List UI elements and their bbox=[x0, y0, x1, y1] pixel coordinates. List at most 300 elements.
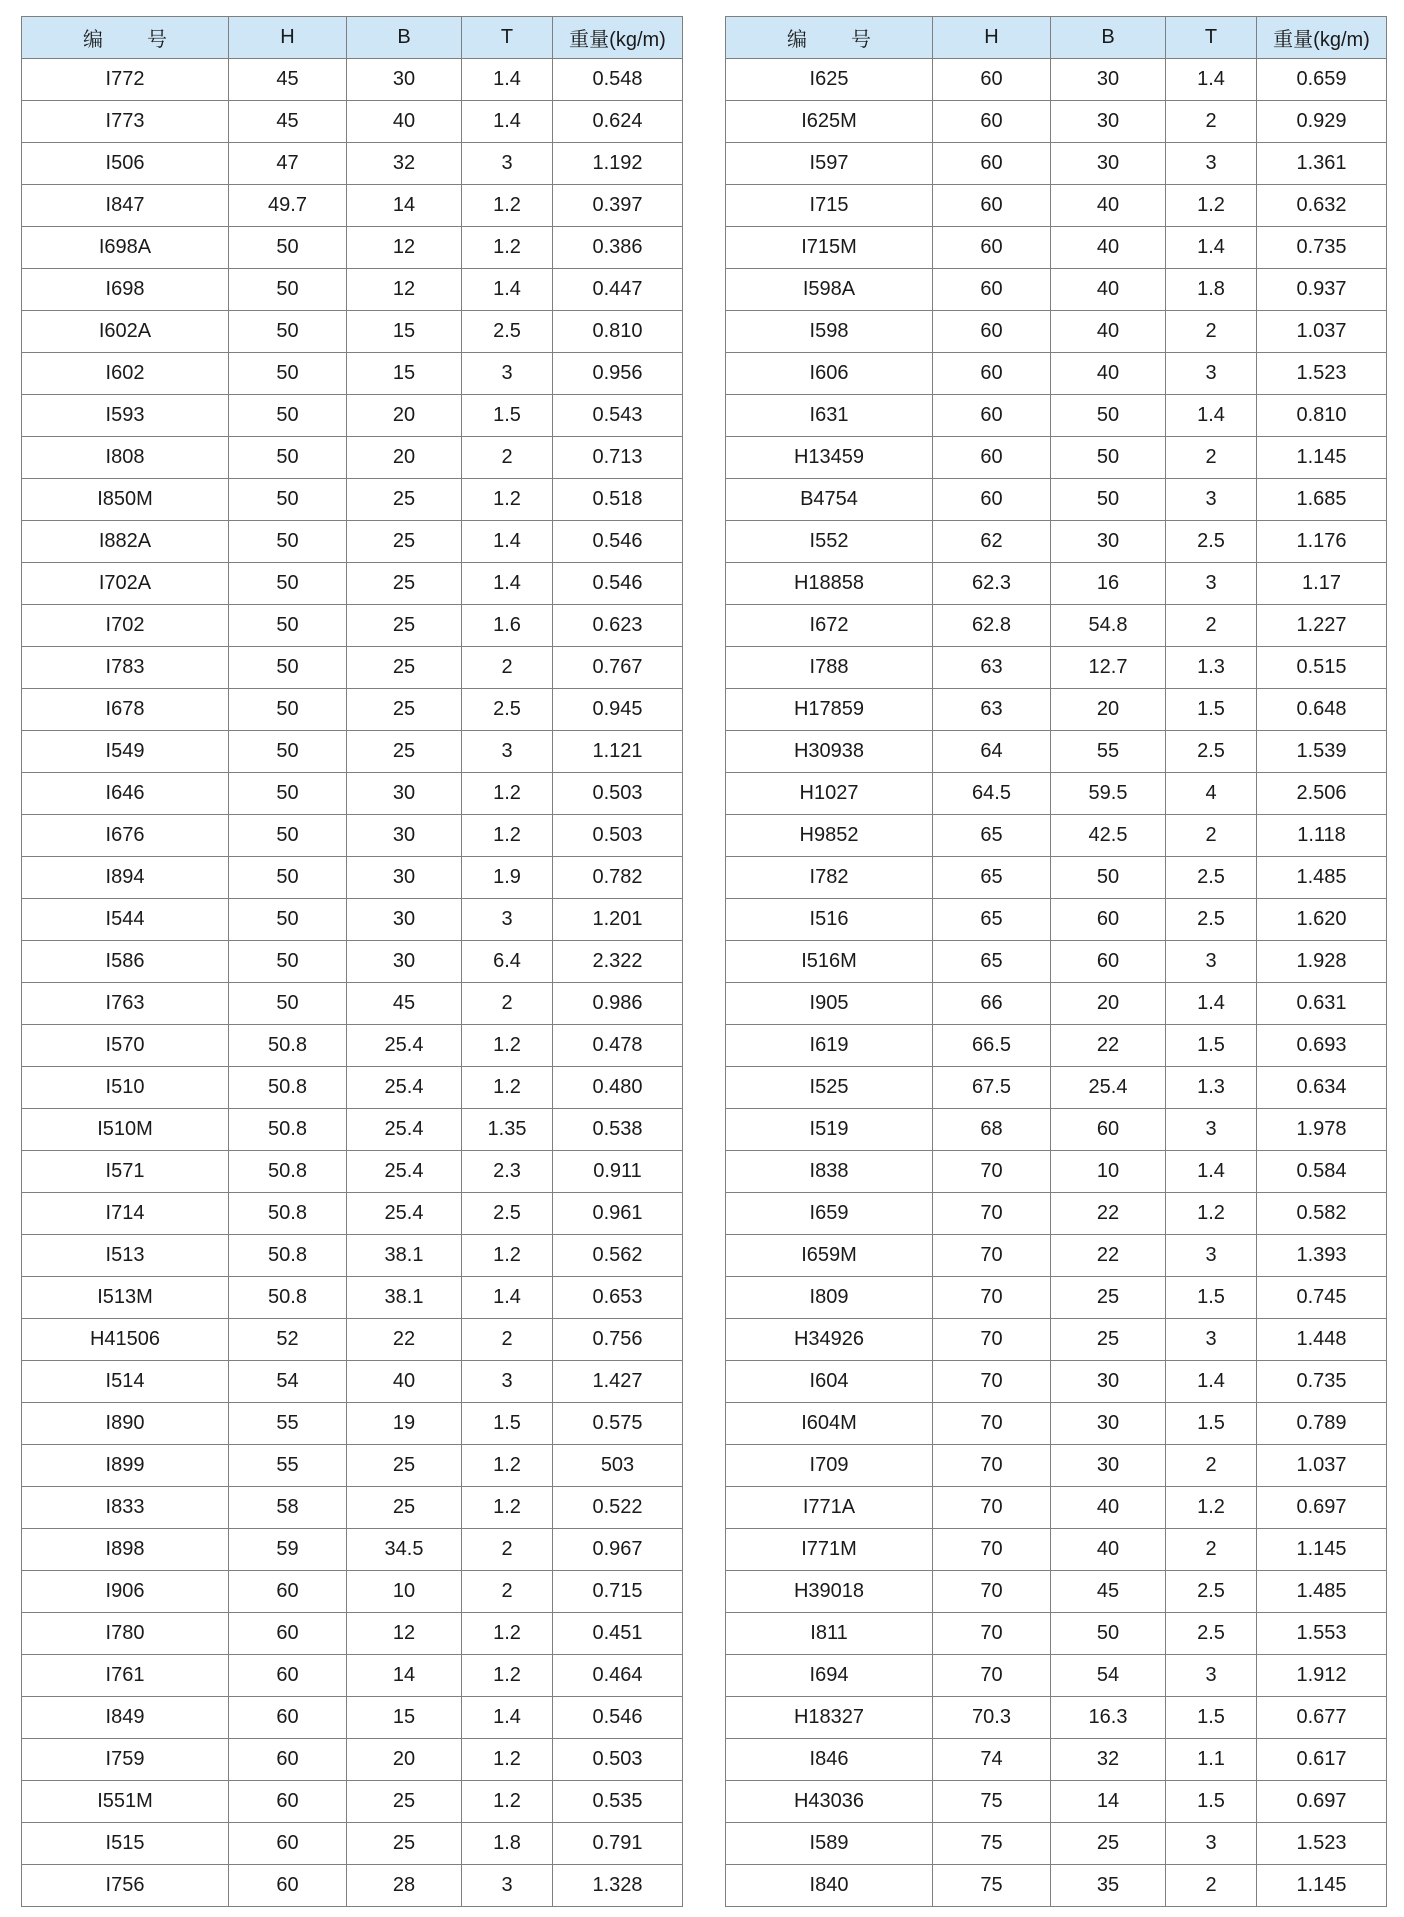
header-row bbox=[22, 17, 683, 59]
table-row bbox=[726, 1445, 1387, 1487]
cell-weight: 0.584 bbox=[1257, 1151, 1387, 1193]
cell-h: 50 bbox=[229, 899, 347, 941]
cell-code: I604 bbox=[726, 1361, 933, 1403]
cell-t: 1.8 bbox=[1166, 269, 1257, 311]
cell-weight: 1.328 bbox=[553, 1865, 683, 1907]
table-body bbox=[22, 59, 683, 1907]
table-body bbox=[726, 59, 1387, 1907]
cell-weight: 0.937 bbox=[1257, 269, 1387, 311]
cell-b: 22 bbox=[347, 1319, 462, 1361]
cell-weight: 1.485 bbox=[1257, 857, 1387, 899]
cell-h: 60 bbox=[933, 59, 1051, 101]
cell-code: I898 bbox=[22, 1529, 229, 1571]
cell-t: 2.5 bbox=[1166, 1613, 1257, 1655]
cell-h: 65 bbox=[933, 857, 1051, 899]
cell-h: 62.3 bbox=[933, 563, 1051, 605]
cell-b: 20 bbox=[347, 1739, 462, 1781]
cell-t: 3 bbox=[1166, 1823, 1257, 1865]
cell-weight: 0.515 bbox=[1257, 647, 1387, 689]
cell-t: 1.9 bbox=[462, 857, 553, 899]
cell-h: 60 bbox=[933, 269, 1051, 311]
cell-h: 68 bbox=[933, 1109, 1051, 1151]
table-row bbox=[726, 1067, 1387, 1109]
cell-h: 50.8 bbox=[229, 1277, 347, 1319]
cell-t: 1.2 bbox=[1166, 1193, 1257, 1235]
cell-h: 50.8 bbox=[229, 1235, 347, 1277]
cell-b: 30 bbox=[347, 941, 462, 983]
table-row bbox=[726, 1571, 1387, 1613]
cell-t: 3 bbox=[462, 1865, 553, 1907]
cell-h: 60 bbox=[933, 143, 1051, 185]
table-row bbox=[22, 1655, 683, 1697]
cell-h: 59 bbox=[229, 1529, 347, 1571]
cell-weight: 0.562 bbox=[553, 1235, 683, 1277]
cell-b: 60 bbox=[1051, 899, 1166, 941]
table-row bbox=[22, 1529, 683, 1571]
cell-b: 25 bbox=[1051, 1319, 1166, 1361]
cell-weight: 1.121 bbox=[553, 731, 683, 773]
cell-t: 2.5 bbox=[1166, 899, 1257, 941]
table-row bbox=[726, 1655, 1387, 1697]
cell-t: 1.2 bbox=[462, 1613, 553, 1655]
cell-code: I672 bbox=[726, 605, 933, 647]
cell-t: 1.2 bbox=[462, 1487, 553, 1529]
cell-h: 70 bbox=[933, 1319, 1051, 1361]
table-row bbox=[22, 1193, 683, 1235]
cell-h: 47 bbox=[229, 143, 347, 185]
cell-weight: 1.539 bbox=[1257, 731, 1387, 773]
table-row bbox=[726, 1109, 1387, 1151]
cell-code: H34926 bbox=[726, 1319, 933, 1361]
cell-weight: 1.361 bbox=[1257, 143, 1387, 185]
cell-code: I510M bbox=[22, 1109, 229, 1151]
table-row bbox=[22, 1823, 683, 1865]
cell-code: I809 bbox=[726, 1277, 933, 1319]
cell-t: 1.4 bbox=[462, 269, 553, 311]
cell-weight: 1.227 bbox=[1257, 605, 1387, 647]
cell-code: I882A bbox=[22, 521, 229, 563]
cell-t: 2.5 bbox=[1166, 1571, 1257, 1613]
cell-t: 3 bbox=[1166, 1319, 1257, 1361]
cell-code: I602A bbox=[22, 311, 229, 353]
cell-h: 60 bbox=[229, 1613, 347, 1655]
cell-weight: 0.582 bbox=[1257, 1193, 1387, 1235]
cell-weight: 0.659 bbox=[1257, 59, 1387, 101]
cell-t: 2 bbox=[1166, 815, 1257, 857]
cell-weight: 1.176 bbox=[1257, 521, 1387, 563]
cell-b: 25 bbox=[1051, 1823, 1166, 1865]
cell-weight: 0.810 bbox=[553, 311, 683, 353]
cell-code: I715M bbox=[726, 227, 933, 269]
cell-weight: 0.617 bbox=[1257, 1739, 1387, 1781]
cell-weight: 1.448 bbox=[1257, 1319, 1387, 1361]
cell-weight: 1.393 bbox=[1257, 1235, 1387, 1277]
cell-weight: 0.386 bbox=[553, 227, 683, 269]
cell-code: I709 bbox=[726, 1445, 933, 1487]
cell-t: 1.4 bbox=[1166, 1151, 1257, 1193]
cell-b: 25.4 bbox=[347, 1193, 462, 1235]
cell-b: 25 bbox=[347, 731, 462, 773]
cell-h: 60 bbox=[933, 395, 1051, 437]
cell-b: 22 bbox=[1051, 1025, 1166, 1067]
cell-code: H9852 bbox=[726, 815, 933, 857]
table-row bbox=[22, 521, 683, 563]
table-row bbox=[726, 479, 1387, 521]
table-row bbox=[22, 1739, 683, 1781]
cell-h: 50 bbox=[229, 857, 347, 899]
cell-t: 1.4 bbox=[462, 1277, 553, 1319]
cell-t: 2 bbox=[462, 1571, 553, 1613]
cell-b: 12 bbox=[347, 227, 462, 269]
cell-weight: 0.697 bbox=[1257, 1487, 1387, 1529]
cell-code: I773 bbox=[22, 101, 229, 143]
cell-t: 1.5 bbox=[1166, 1025, 1257, 1067]
cell-weight: 0.522 bbox=[553, 1487, 683, 1529]
cell-t: 2 bbox=[462, 983, 553, 1025]
cell-t: 1.5 bbox=[462, 1403, 553, 1445]
cell-weight: 0.624 bbox=[553, 101, 683, 143]
cell-code: I702A bbox=[22, 563, 229, 605]
cell-code: I619 bbox=[726, 1025, 933, 1067]
cell-h: 50 bbox=[229, 479, 347, 521]
cell-weight: 0.791 bbox=[553, 1823, 683, 1865]
cell-b: 22 bbox=[1051, 1193, 1166, 1235]
table-row bbox=[22, 479, 683, 521]
cell-h: 70 bbox=[933, 1529, 1051, 1571]
cell-t: 1.2 bbox=[462, 1235, 553, 1277]
cell-t: 1.2 bbox=[462, 185, 553, 227]
cell-code: I525 bbox=[726, 1067, 933, 1109]
cell-h: 70 bbox=[933, 1571, 1051, 1613]
cell-h: 60 bbox=[933, 311, 1051, 353]
table-row bbox=[22, 941, 683, 983]
cell-weight: 2.506 bbox=[1257, 773, 1387, 815]
cell-code: I811 bbox=[726, 1613, 933, 1655]
cell-b: 54 bbox=[1051, 1655, 1166, 1697]
cell-t: 1.2 bbox=[462, 1025, 553, 1067]
cell-weight: 1.201 bbox=[553, 899, 683, 941]
cell-code: I604M bbox=[726, 1403, 933, 1445]
cell-h: 49.7 bbox=[229, 185, 347, 227]
cell-weight: 0.713 bbox=[553, 437, 683, 479]
cell-code: I516 bbox=[726, 899, 933, 941]
cell-h: 50 bbox=[229, 941, 347, 983]
table-row bbox=[726, 941, 1387, 983]
cell-b: 54.8 bbox=[1051, 605, 1166, 647]
table-row bbox=[22, 731, 683, 773]
cell-weight: 1.620 bbox=[1257, 899, 1387, 941]
cell-code: I698 bbox=[22, 269, 229, 311]
cell-b: 50 bbox=[1051, 395, 1166, 437]
cell-code: H30938 bbox=[726, 731, 933, 773]
table-row bbox=[726, 227, 1387, 269]
cell-b: 12 bbox=[347, 1613, 462, 1655]
cell-h: 67.5 bbox=[933, 1067, 1051, 1109]
table-row bbox=[726, 353, 1387, 395]
cell-h: 60 bbox=[933, 353, 1051, 395]
cell-h: 50 bbox=[229, 563, 347, 605]
cell-t: 2 bbox=[1166, 1445, 1257, 1487]
cell-t: 1.4 bbox=[1166, 395, 1257, 437]
cell-weight: 1.145 bbox=[1257, 1529, 1387, 1571]
cell-t: 2 bbox=[1166, 437, 1257, 479]
cell-h: 75 bbox=[933, 1823, 1051, 1865]
cell-h: 50 bbox=[229, 521, 347, 563]
cell-h: 60 bbox=[229, 1781, 347, 1823]
cell-t: 3 bbox=[462, 1361, 553, 1403]
cell-h: 60 bbox=[933, 437, 1051, 479]
cell-h: 50 bbox=[229, 437, 347, 479]
cell-h: 50 bbox=[229, 983, 347, 1025]
cell-code: I780 bbox=[22, 1613, 229, 1655]
cell-b: 35 bbox=[1051, 1865, 1166, 1907]
cell-weight: 1.427 bbox=[553, 1361, 683, 1403]
cell-code: I602 bbox=[22, 353, 229, 395]
cell-t: 2.5 bbox=[1166, 731, 1257, 773]
cell-b: 50 bbox=[1051, 1613, 1166, 1655]
cell-b: 20 bbox=[347, 395, 462, 437]
cell-b: 30 bbox=[347, 899, 462, 941]
table-row bbox=[726, 689, 1387, 731]
cell-b: 40 bbox=[1051, 185, 1166, 227]
table-row bbox=[726, 1193, 1387, 1235]
cell-weight: 0.632 bbox=[1257, 185, 1387, 227]
cell-code: I506 bbox=[22, 143, 229, 185]
cell-weight: 0.745 bbox=[1257, 1277, 1387, 1319]
cell-t: 2.5 bbox=[1166, 521, 1257, 563]
cell-code: I847 bbox=[22, 185, 229, 227]
cell-weight: 0.631 bbox=[1257, 983, 1387, 1025]
cell-b: 20 bbox=[1051, 983, 1166, 1025]
cell-weight: 0.548 bbox=[553, 59, 683, 101]
cell-code: I899 bbox=[22, 1445, 229, 1487]
cell-b: 15 bbox=[347, 1697, 462, 1739]
cell-b: 60 bbox=[1051, 1109, 1166, 1151]
cell-t: 3 bbox=[1166, 143, 1257, 185]
cell-b: 25.4 bbox=[347, 1025, 462, 1067]
table-row bbox=[22, 353, 683, 395]
cell-t: 4 bbox=[1166, 773, 1257, 815]
cell-h: 75 bbox=[933, 1781, 1051, 1823]
cell-weight: 0.535 bbox=[553, 1781, 683, 1823]
cell-h: 60 bbox=[229, 1655, 347, 1697]
cell-h: 66 bbox=[933, 983, 1051, 1025]
header-code-char-2: 号 bbox=[851, 29, 871, 51]
cell-code: I625 bbox=[726, 59, 933, 101]
cell-h: 74 bbox=[933, 1739, 1051, 1781]
cell-b: 30 bbox=[1051, 521, 1166, 563]
cell-t: 1.4 bbox=[462, 521, 553, 563]
cell-b: 40 bbox=[1051, 1529, 1166, 1571]
cell-b: 28 bbox=[347, 1865, 462, 1907]
cell-code: I606 bbox=[726, 353, 933, 395]
table-row bbox=[22, 1361, 683, 1403]
cell-code: I597 bbox=[726, 143, 933, 185]
cell-code: I759 bbox=[22, 1739, 229, 1781]
cell-weight: 0.911 bbox=[553, 1151, 683, 1193]
header-weight: 重量(kg/m) bbox=[1257, 17, 1387, 59]
cell-b: 25 bbox=[1051, 1277, 1166, 1319]
cell-b: 14 bbox=[347, 185, 462, 227]
cell-weight: 0.782 bbox=[553, 857, 683, 899]
table-row bbox=[22, 1319, 683, 1361]
cell-h: 62.8 bbox=[933, 605, 1051, 647]
cell-b: 10 bbox=[347, 1571, 462, 1613]
cell-b: 25 bbox=[347, 689, 462, 731]
table-row bbox=[726, 1403, 1387, 1445]
cell-t: 2.5 bbox=[462, 689, 553, 731]
table-row bbox=[726, 1823, 1387, 1865]
cell-h: 62 bbox=[933, 521, 1051, 563]
cell-code: I698A bbox=[22, 227, 229, 269]
cell-t: 2.5 bbox=[462, 311, 553, 353]
cell-code: I598A bbox=[726, 269, 933, 311]
cell-code: I571 bbox=[22, 1151, 229, 1193]
cell-weight: 1.17 bbox=[1257, 563, 1387, 605]
table-row bbox=[726, 1025, 1387, 1067]
cell-b: 45 bbox=[1051, 1571, 1166, 1613]
cell-h: 65 bbox=[933, 899, 1051, 941]
cell-weight: 1.037 bbox=[1257, 1445, 1387, 1487]
table-row bbox=[726, 59, 1387, 101]
table-row bbox=[22, 1067, 683, 1109]
cell-code: I838 bbox=[726, 1151, 933, 1193]
cell-weight: 0.546 bbox=[553, 563, 683, 605]
cell-weight: 1.145 bbox=[1257, 437, 1387, 479]
cell-weight: 0.961 bbox=[553, 1193, 683, 1235]
cell-b: 40 bbox=[1051, 1487, 1166, 1529]
table-row bbox=[726, 563, 1387, 605]
cell-b: 25.4 bbox=[347, 1067, 462, 1109]
cell-h: 50 bbox=[229, 311, 347, 353]
cell-h: 50.8 bbox=[229, 1067, 347, 1109]
cell-code: I646 bbox=[22, 773, 229, 815]
cell-code: I552 bbox=[726, 521, 933, 563]
cell-b: 22 bbox=[1051, 1235, 1166, 1277]
cell-t: 3 bbox=[1166, 563, 1257, 605]
table-row bbox=[726, 1277, 1387, 1319]
cell-code: I549 bbox=[22, 731, 229, 773]
cell-t: 1.3 bbox=[1166, 647, 1257, 689]
cell-code: I631 bbox=[726, 395, 933, 437]
cell-weight: 0.956 bbox=[553, 353, 683, 395]
cell-b: 40 bbox=[1051, 353, 1166, 395]
cell-t: 2 bbox=[462, 1319, 553, 1361]
cell-b: 25 bbox=[347, 563, 462, 605]
cell-b: 40 bbox=[1051, 311, 1166, 353]
cell-b: 12.7 bbox=[1051, 647, 1166, 689]
cell-t: 1.4 bbox=[462, 1697, 553, 1739]
table-row bbox=[22, 1697, 683, 1739]
cell-code: I761 bbox=[22, 1655, 229, 1697]
cell-code: I783 bbox=[22, 647, 229, 689]
header-code-char-1: 编 bbox=[83, 29, 103, 51]
table-row bbox=[726, 1235, 1387, 1277]
table-row bbox=[22, 1445, 683, 1487]
table-row bbox=[22, 983, 683, 1025]
cell-code: I702 bbox=[22, 605, 229, 647]
cell-h: 63 bbox=[933, 647, 1051, 689]
cell-t: 1.8 bbox=[462, 1823, 553, 1865]
cell-weight: 1.685 bbox=[1257, 479, 1387, 521]
cell-b: 40 bbox=[1051, 227, 1166, 269]
cell-code: I905 bbox=[726, 983, 933, 1025]
cell-code: I894 bbox=[22, 857, 229, 899]
cell-b: 20 bbox=[1051, 689, 1166, 731]
cell-b: 25 bbox=[347, 479, 462, 521]
cell-b: 45 bbox=[347, 983, 462, 1025]
cell-h: 70.3 bbox=[933, 1697, 1051, 1739]
cell-t: 1.4 bbox=[462, 59, 553, 101]
table-row bbox=[22, 1613, 683, 1655]
cell-h: 65 bbox=[933, 941, 1051, 983]
cell-code: H41506 bbox=[22, 1319, 229, 1361]
cell-weight: 1.978 bbox=[1257, 1109, 1387, 1151]
cell-h: 60 bbox=[229, 1823, 347, 1865]
cell-code: I544 bbox=[22, 899, 229, 941]
cell-t: 2.5 bbox=[1166, 857, 1257, 899]
cell-b: 14 bbox=[347, 1655, 462, 1697]
cell-b: 34.5 bbox=[347, 1529, 462, 1571]
cell-t: 3 bbox=[1166, 1235, 1257, 1277]
table-row bbox=[726, 311, 1387, 353]
cell-weight: 1.192 bbox=[553, 143, 683, 185]
cell-code: I513M bbox=[22, 1277, 229, 1319]
cell-weight: 0.810 bbox=[1257, 395, 1387, 437]
cell-code: I516M bbox=[726, 941, 933, 983]
cell-b: 50 bbox=[1051, 437, 1166, 479]
table-row bbox=[726, 437, 1387, 479]
cell-t: 3 bbox=[1166, 1109, 1257, 1151]
cell-h: 70 bbox=[933, 1487, 1051, 1529]
header-row bbox=[726, 17, 1387, 59]
cell-h: 50 bbox=[229, 689, 347, 731]
cell-b: 25 bbox=[347, 1823, 462, 1865]
cell-t: 2.5 bbox=[462, 1193, 553, 1235]
table-row bbox=[726, 605, 1387, 647]
cell-code: I678 bbox=[22, 689, 229, 731]
cell-b: 38.1 bbox=[347, 1235, 462, 1277]
cell-b: 30 bbox=[347, 59, 462, 101]
cell-code: I756 bbox=[22, 1865, 229, 1907]
cell-h: 50 bbox=[229, 647, 347, 689]
cell-b: 40 bbox=[347, 1361, 462, 1403]
table-row bbox=[726, 1529, 1387, 1571]
cell-weight: 0.546 bbox=[553, 521, 683, 563]
cell-weight: 0.575 bbox=[553, 1403, 683, 1445]
profile-table-left bbox=[21, 16, 683, 1907]
cell-weight: 0.789 bbox=[1257, 1403, 1387, 1445]
cell-weight: 1.912 bbox=[1257, 1655, 1387, 1697]
table-header bbox=[726, 17, 1387, 59]
cell-code: I551M bbox=[22, 1781, 229, 1823]
table-row bbox=[22, 1109, 683, 1151]
profile-table-right bbox=[725, 16, 1387, 1907]
cell-weight: 0.518 bbox=[553, 479, 683, 521]
table-row bbox=[22, 437, 683, 479]
cell-weight: 1.037 bbox=[1257, 311, 1387, 353]
cell-t: 3 bbox=[462, 899, 553, 941]
cell-h: 50 bbox=[229, 395, 347, 437]
cell-b: 30 bbox=[1051, 1403, 1166, 1445]
cell-b: 32 bbox=[347, 143, 462, 185]
cell-weight: 0.756 bbox=[553, 1319, 683, 1361]
table-row bbox=[22, 269, 683, 311]
table-row bbox=[22, 1151, 683, 1193]
cell-b: 25 bbox=[347, 521, 462, 563]
cell-weight: 0.945 bbox=[553, 689, 683, 731]
table-row bbox=[22, 1025, 683, 1067]
